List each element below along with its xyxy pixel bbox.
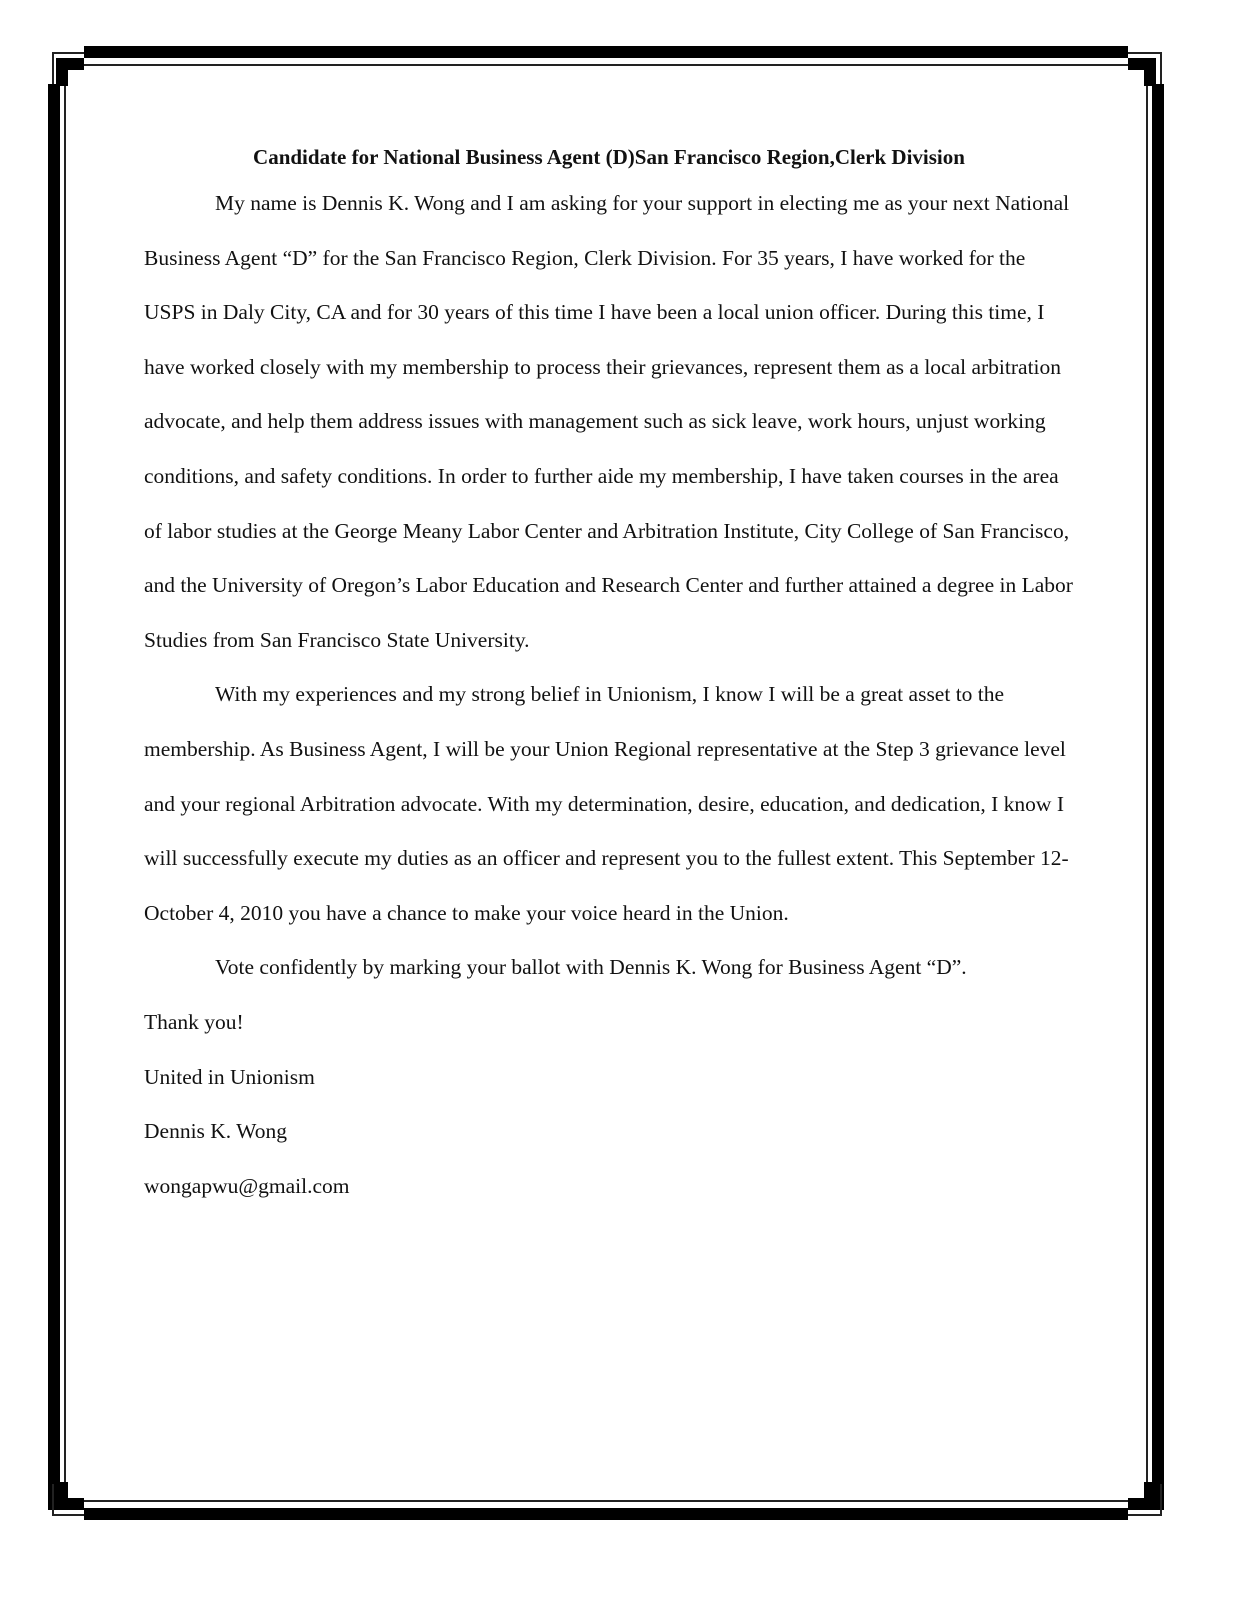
border-left-thin	[64, 84, 66, 1510]
border-right-thin	[1146, 84, 1148, 1510]
corner-outline-bottom-left-v	[52, 1484, 54, 1516]
signature-name: Dennis K. Wong	[144, 1119, 287, 1144]
corner-outline-top-left-h	[52, 52, 84, 54]
border-bottom-thick	[84, 1508, 1128, 1520]
border-left-thick	[48, 84, 60, 1510]
letter-body	[144, 140, 1074, 1213]
border-top-thick	[84, 46, 1128, 58]
corner-bottom-right-step	[1144, 1482, 1156, 1510]
corner-outline-top-right-v	[1160, 52, 1162, 84]
corner-outline-top-right-h	[1128, 52, 1162, 54]
corner-top-left-step	[56, 58, 68, 86]
closing-thanks: Thank you!	[144, 1009, 244, 1034]
border-right-thick	[1152, 84, 1164, 1510]
contact-email: wongapwu@gmail.com	[144, 1173, 350, 1198]
paragraph-commitment: With my experiences and my strong belief in Unionism, I know I will be a great asset to the membership. As Business Agent, I will be your Union Regional representative at the Step 3 grievance level and your regional Arbitration advocate. With my determination, desire, education, and dedication, I know I will successfully execute my duties as an officer and represent you to the fullest extent. This September 12- October 4, 2010 you have a chance to make your voice heard in the Union.	[144, 682, 1069, 925]
corner-outline-bottom-left-h	[52, 1514, 84, 1516]
corner-outline-bottom-right-v	[1160, 1484, 1162, 1516]
corner-outline-top-left-v	[52, 52, 54, 84]
border-top-thin	[84, 64, 1128, 66]
border-bottom-thin	[84, 1500, 1128, 1502]
corner-bottom-left-step	[56, 1482, 68, 1510]
closing-motto: United in Unionism	[144, 1064, 315, 1089]
paragraph-vote-appeal: Vote confidently by marking your ballot with Dennis K. Wong for Business Agent “D”.	[215, 955, 967, 980]
paragraph-introduction: My name is Dennis K. Wong and I am asking for your support in electing me as your next National Business Agent “D” for the San Francisco Region, Clerk Division. For 35 years, I have worked for the USPS in Daly City, CA and for 30 years of this time I have been a local union officer. During this time, I have worked closely with my membership to process their grievances, represent them as a local arbitration advocate, and help them address issues with management such as sick leave, work hours, unjust working conditions, and safety conditions. In order to further aide my membership, I have taken courses in the area of labor studies at the George Meany Labor Center and Arbitration Institute, City College of San Francisco, and the University of Oregon’s Labor Education and Research Center and further attained a degree in Labor Studies from San Francisco State University.	[144, 191, 1073, 652]
corner-outline-bottom-right-h	[1128, 1514, 1162, 1516]
letter-title: Candidate for National Business Agent (D)San Francisco Region,Clerk Division	[253, 145, 965, 169]
corner-top-right-step	[1144, 58, 1156, 86]
